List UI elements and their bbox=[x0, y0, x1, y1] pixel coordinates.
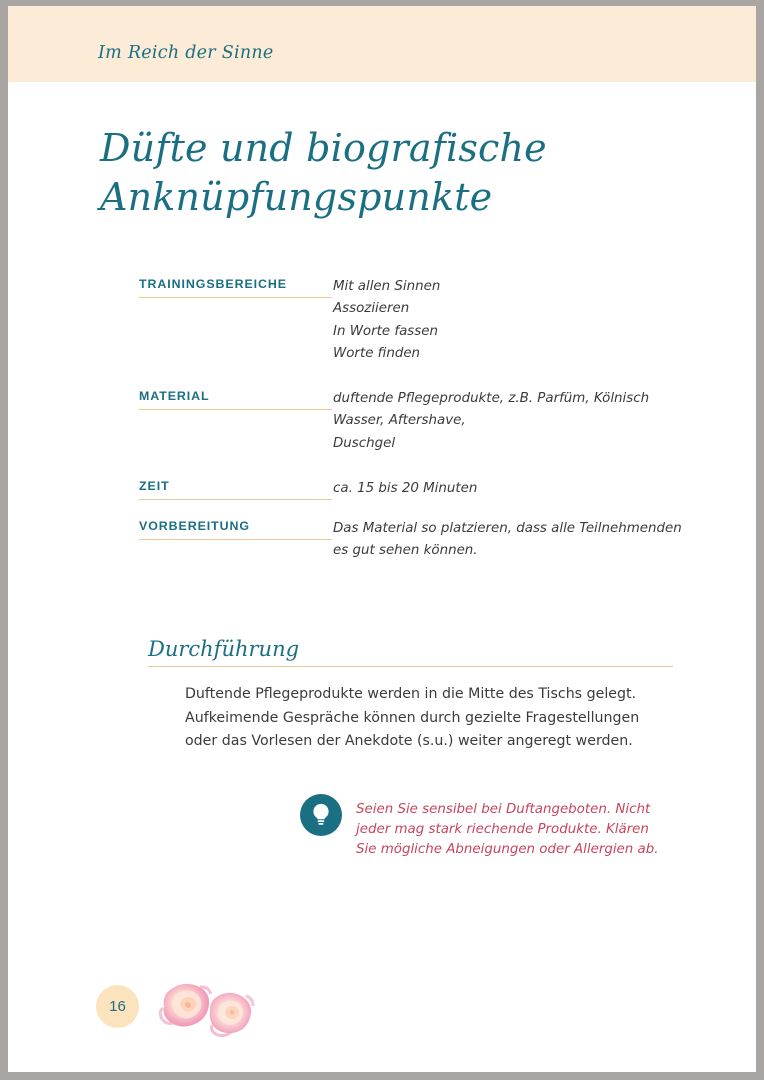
tip-text-line: jeder mag stark riechende Produkte. Klären bbox=[356, 822, 649, 838]
tip-text bbox=[356, 794, 659, 861]
roses-illustration bbox=[156, 978, 266, 1040]
metadata-row-vorbereitung bbox=[139, 518, 682, 578]
lightbulb-icon bbox=[300, 794, 342, 836]
metadata-value bbox=[333, 276, 679, 365]
metadata-label: ZEIT bbox=[139, 479, 170, 493]
metadata-value-line: Das Material so platzieren, dass alle Teilnehmenden bbox=[333, 521, 682, 536]
metadata-value-line: Mit allen Sinnen bbox=[333, 279, 441, 294]
metadata-rule bbox=[139, 297, 332, 298]
page-number-badge: 16 bbox=[96, 985, 139, 1028]
tip-text-line: Sie mögliche Abneigungen oder Allergien ab. bbox=[356, 842, 659, 858]
section-body-line: Aufkeimende Gespräche können durch gezielte Fragestellungen bbox=[185, 709, 640, 726]
metadata-value-line: Duschgel bbox=[333, 435, 396, 451]
metadata-value bbox=[333, 388, 679, 455]
metadata-value bbox=[333, 478, 679, 500]
metadata-label-cell bbox=[139, 478, 333, 494]
section-body-line: oder das Vorlesen der Anekdote (s.u.) weiter angeregt werden. bbox=[185, 733, 633, 749]
tip-callout bbox=[300, 794, 659, 861]
metadata-label: VORBEREITUNG bbox=[139, 519, 250, 533]
metadata-value-line: ca. 15 bis 20 Minuten bbox=[333, 481, 478, 496]
metadata-row-trainingsbereiche bbox=[139, 276, 679, 388]
running-header-title: Im Reich der Sinne bbox=[98, 43, 274, 63]
section-divider bbox=[148, 666, 673, 667]
section-heading: Durchführung bbox=[148, 637, 300, 661]
metadata-label-cell bbox=[139, 518, 333, 534]
metadata-value-line: Worte finden bbox=[333, 345, 421, 361]
document-page bbox=[8, 6, 756, 1072]
metadata-rule bbox=[139, 409, 332, 410]
metadata-value-line: duftende Pflegeprodukte, z.B. Parfüm, Kölnisch bbox=[333, 391, 650, 406]
metadata-row-material bbox=[139, 388, 679, 478]
tip-text-line: Seien Sie sensibel bei Duftangeboten. Nicht bbox=[356, 802, 651, 817]
metadata-rule bbox=[139, 499, 332, 500]
metadata-label: MATERIAL bbox=[139, 389, 210, 403]
section-durchfuehrung bbox=[148, 636, 673, 749]
metadata-rule bbox=[139, 539, 332, 540]
metadata-label-cell bbox=[139, 276, 333, 292]
page-title: Düfte und biografische Anknüpfungspunkte bbox=[100, 126, 547, 219]
metadata-row-zeit bbox=[139, 478, 679, 518]
metadata-value bbox=[333, 518, 682, 563]
metadata-value-line: In Worte fassen bbox=[333, 323, 438, 339]
section-body-text bbox=[185, 683, 665, 754]
metadata-value-line: Assoziieren bbox=[333, 301, 410, 317]
metadata-table bbox=[139, 276, 682, 578]
metadata-value-line: Wasser, Aftershave, bbox=[333, 413, 466, 429]
section-body-line: Duftende Pflegeprodukte werden in die Mitte des Tischs gelegt. bbox=[185, 686, 637, 702]
running-header-band bbox=[8, 6, 756, 82]
metadata-value-line: es gut sehen können. bbox=[333, 543, 478, 559]
metadata-label: TRAININGSBEREICHE bbox=[139, 277, 287, 291]
metadata-label-cell bbox=[139, 388, 333, 404]
